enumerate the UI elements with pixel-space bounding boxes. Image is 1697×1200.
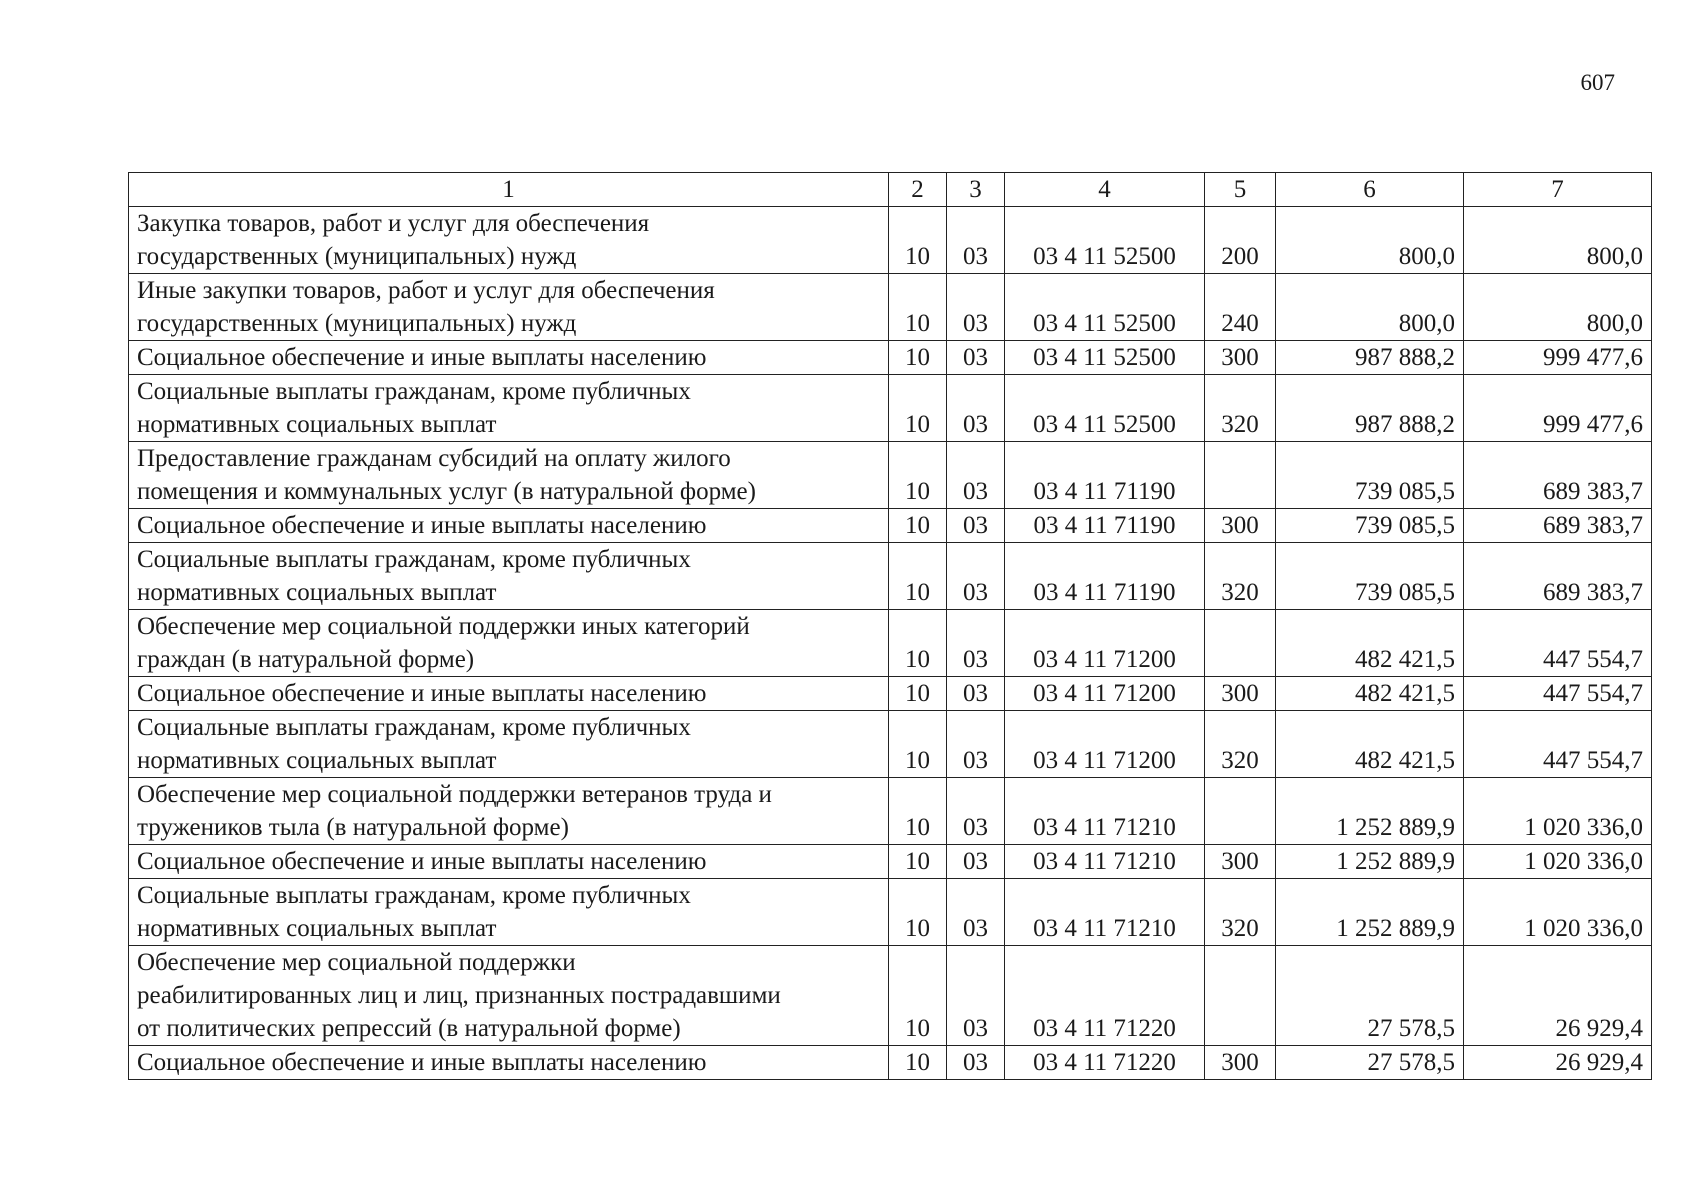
section-code: 10 [889, 274, 947, 341]
amount-year-2: 1 020 336,0 [1464, 778, 1652, 845]
amount-year-1: 27 578,5 [1276, 1046, 1464, 1080]
expense-type-code [1205, 946, 1276, 1046]
row-name-line: Обеспечение мер социальной поддержки ветеранов труда и [137, 781, 772, 808]
amount-year-2: 447 554,7 [1464, 711, 1652, 778]
amount-year-2: 800,0 [1464, 207, 1652, 274]
row-name-line: Иные закупки товаров, работ и услуг для обеспечения [137, 277, 715, 304]
target-article-code: 03 4 11 52500 [1005, 341, 1205, 375]
section-code: 10 [889, 778, 947, 845]
expense-type-code: 300 [1205, 1046, 1276, 1080]
expense-type-code: 300 [1205, 509, 1276, 543]
amount-year-2: 447 554,7 [1464, 677, 1652, 711]
table-header [129, 173, 1652, 207]
amount-year-2: 26 929,4 [1464, 946, 1652, 1046]
expense-type-code [1205, 778, 1276, 845]
row-name-line: нормативных социальных выплат [137, 411, 497, 438]
row-name [129, 375, 889, 442]
target-article-code: 03 4 11 71220 [1005, 946, 1205, 1046]
subsection-code: 03 [947, 778, 1005, 845]
row-name [129, 677, 889, 711]
subsection-code: 03 [947, 845, 1005, 879]
row-name-line: Социальное обеспечение и иные выплаты населению [137, 1049, 707, 1076]
section-code: 10 [889, 845, 947, 879]
row-name [129, 341, 889, 375]
expense-type-code: 300 [1205, 341, 1276, 375]
target-article-code: 03 4 11 52500 [1005, 207, 1205, 274]
amount-year-1: 1 252 889,9 [1276, 778, 1464, 845]
expense-type-code: 240 [1205, 274, 1276, 341]
row-name-line: от политических репрессий (в натуральной форме) [137, 1015, 681, 1042]
row-name-line: Социальные выплаты гражданам, кроме публичных [137, 546, 691, 573]
table-row [129, 845, 1652, 879]
subsection-code: 03 [947, 610, 1005, 677]
row-name-line: государственных (муниципальных) нужд [137, 310, 577, 337]
row-name-line: Социальные выплаты гражданам, кроме публичных [137, 882, 691, 909]
table-row [129, 879, 1652, 946]
target-article-code: 03 4 11 52500 [1005, 274, 1205, 341]
section-code: 10 [889, 1046, 947, 1080]
amount-year-2: 999 477,6 [1464, 341, 1652, 375]
row-name-line: помещения и коммунальных услуг (в натуральной форме) [137, 478, 756, 505]
amount-year-2: 999 477,6 [1464, 375, 1652, 442]
target-article-code: 03 4 11 71190 [1005, 442, 1205, 509]
amount-year-1: 1 252 889,9 [1276, 879, 1464, 946]
expense-type-code [1205, 442, 1276, 509]
row-name [129, 778, 889, 845]
target-article-code: 03 4 11 71200 [1005, 610, 1205, 677]
row-name [129, 610, 889, 677]
subsection-code: 03 [947, 274, 1005, 341]
section-code: 10 [889, 543, 947, 610]
subsection-code: 03 [947, 711, 1005, 778]
section-code: 10 [889, 341, 947, 375]
table-row [129, 610, 1652, 677]
target-article-code: 03 4 11 71210 [1005, 879, 1205, 946]
table-row [129, 946, 1652, 1046]
expense-type-code: 200 [1205, 207, 1276, 274]
amount-year-1: 987 888,2 [1276, 341, 1464, 375]
amount-year-2: 1 020 336,0 [1464, 845, 1652, 879]
section-code: 10 [889, 610, 947, 677]
amount-year-2: 1 020 336,0 [1464, 879, 1652, 946]
table-row [129, 375, 1652, 442]
header-row [129, 173, 1652, 207]
expense-type-code: 300 [1205, 677, 1276, 711]
section-code: 10 [889, 509, 947, 543]
section-code: 10 [889, 207, 947, 274]
subsection-code: 03 [947, 341, 1005, 375]
subsection-code: 03 [947, 677, 1005, 711]
table-row [129, 543, 1652, 610]
section-code: 10 [889, 711, 947, 778]
row-name-line: Закупка товаров, работ и услуг для обеспечения [137, 210, 650, 237]
row-name-line: Обеспечение мер социальной поддержки иных категорий [137, 613, 750, 640]
target-article-code: 03 4 11 71210 [1005, 845, 1205, 879]
expense-type-code: 320 [1205, 375, 1276, 442]
row-name [129, 442, 889, 509]
target-article-code: 03 4 11 71190 [1005, 509, 1205, 543]
amount-year-2: 447 554,7 [1464, 610, 1652, 677]
row-name-line: Предоставление гражданам субсидий на оплату жилого [137, 445, 731, 472]
subsection-code: 03 [947, 543, 1005, 610]
amount-year-1: 800,0 [1276, 274, 1464, 341]
amount-year-1: 482 421,5 [1276, 610, 1464, 677]
expense-type-code [1205, 610, 1276, 677]
amount-year-1: 800,0 [1276, 207, 1464, 274]
table-row [129, 677, 1652, 711]
row-name-line: граждан (в натуральной форме) [137, 646, 475, 673]
row-name [129, 946, 889, 1046]
row-name [129, 711, 889, 778]
subsection-code: 03 [947, 1046, 1005, 1080]
subsection-code: 03 [947, 375, 1005, 442]
row-name-line: Социальное обеспечение и иные выплаты населению [137, 680, 707, 707]
row-name-line: Обеспечение мер социальной поддержки [137, 949, 576, 976]
subsection-code: 03 [947, 509, 1005, 543]
table-row [129, 1046, 1652, 1080]
amount-year-2: 689 383,7 [1464, 543, 1652, 610]
row-name [129, 879, 889, 946]
subsection-code: 03 [947, 879, 1005, 946]
header-col-3: 3 [947, 173, 1005, 207]
subsection-code: 03 [947, 442, 1005, 509]
target-article-code: 03 4 11 71190 [1005, 543, 1205, 610]
row-name [129, 543, 889, 610]
row-name [129, 274, 889, 341]
page-number: 607 [1580, 70, 1615, 95]
target-article-code: 03 4 11 71200 [1005, 677, 1205, 711]
amount-year-1: 482 421,5 [1276, 677, 1464, 711]
row-name-line: нормативных социальных выплат [137, 579, 497, 606]
row-name-line: государственных (муниципальных) нужд [137, 243, 577, 270]
row-name [129, 207, 889, 274]
section-code: 10 [889, 677, 947, 711]
header-col-4: 4 [1005, 173, 1205, 207]
target-article-code: 03 4 11 52500 [1005, 375, 1205, 442]
target-article-code: 03 4 11 71200 [1005, 711, 1205, 778]
expense-type-code: 320 [1205, 711, 1276, 778]
amount-year-1: 739 085,5 [1276, 543, 1464, 610]
section-code: 10 [889, 375, 947, 442]
table-row [129, 509, 1652, 543]
budget-table [128, 172, 1652, 1080]
row-name [129, 845, 889, 879]
section-code: 10 [889, 879, 947, 946]
row-name [129, 509, 889, 543]
amount-year-2: 800,0 [1464, 274, 1652, 341]
section-code: 10 [889, 442, 947, 509]
amount-year-1: 27 578,5 [1276, 946, 1464, 1046]
header-col-7: 7 [1464, 173, 1652, 207]
row-name-line: нормативных социальных выплат [137, 747, 497, 774]
amount-year-2: 26 929,4 [1464, 1046, 1652, 1080]
table-row [129, 341, 1652, 375]
row-name [129, 1046, 889, 1080]
subsection-code: 03 [947, 946, 1005, 1046]
amount-year-1: 987 888,2 [1276, 375, 1464, 442]
row-name-line: Социальные выплаты гражданам, кроме публичных [137, 378, 691, 405]
table-body [129, 207, 1652, 1080]
header-col-2: 2 [889, 173, 947, 207]
table-row [129, 274, 1652, 341]
row-name-line: Социальное обеспечение и иные выплаты населению [137, 512, 707, 539]
row-name-line: тружеников тыла (в натуральной форме) [137, 814, 569, 841]
header-col-5: 5 [1205, 173, 1276, 207]
table-row [129, 778, 1652, 845]
amount-year-2: 689 383,7 [1464, 442, 1652, 509]
row-name-line: нормативных социальных выплат [137, 915, 497, 942]
amount-year-2: 689 383,7 [1464, 509, 1652, 543]
header-col-1: 1 [129, 173, 889, 207]
expense-type-code: 320 [1205, 543, 1276, 610]
target-article-code: 03 4 11 71210 [1005, 778, 1205, 845]
table-row [129, 207, 1652, 274]
subsection-code: 03 [947, 207, 1005, 274]
section-code: 10 [889, 946, 947, 1046]
row-name-line: реабилитированных лиц и лиц, признанных пострадавшими [137, 982, 781, 1009]
amount-year-1: 739 085,5 [1276, 509, 1464, 543]
amount-year-1: 739 085,5 [1276, 442, 1464, 509]
table-row [129, 442, 1652, 509]
amount-year-1: 1 252 889,9 [1276, 845, 1464, 879]
expense-type-code: 300 [1205, 845, 1276, 879]
row-name-line: Социальное обеспечение и иные выплаты населению [137, 344, 707, 371]
expense-type-code: 320 [1205, 879, 1276, 946]
row-name-line: Социальное обеспечение и иные выплаты населению [137, 848, 707, 875]
amount-year-1: 482 421,5 [1276, 711, 1464, 778]
table-row [129, 711, 1652, 778]
row-name-line: Социальные выплаты гражданам, кроме публичных [137, 714, 691, 741]
target-article-code: 03 4 11 71220 [1005, 1046, 1205, 1080]
header-col-6: 6 [1276, 173, 1464, 207]
